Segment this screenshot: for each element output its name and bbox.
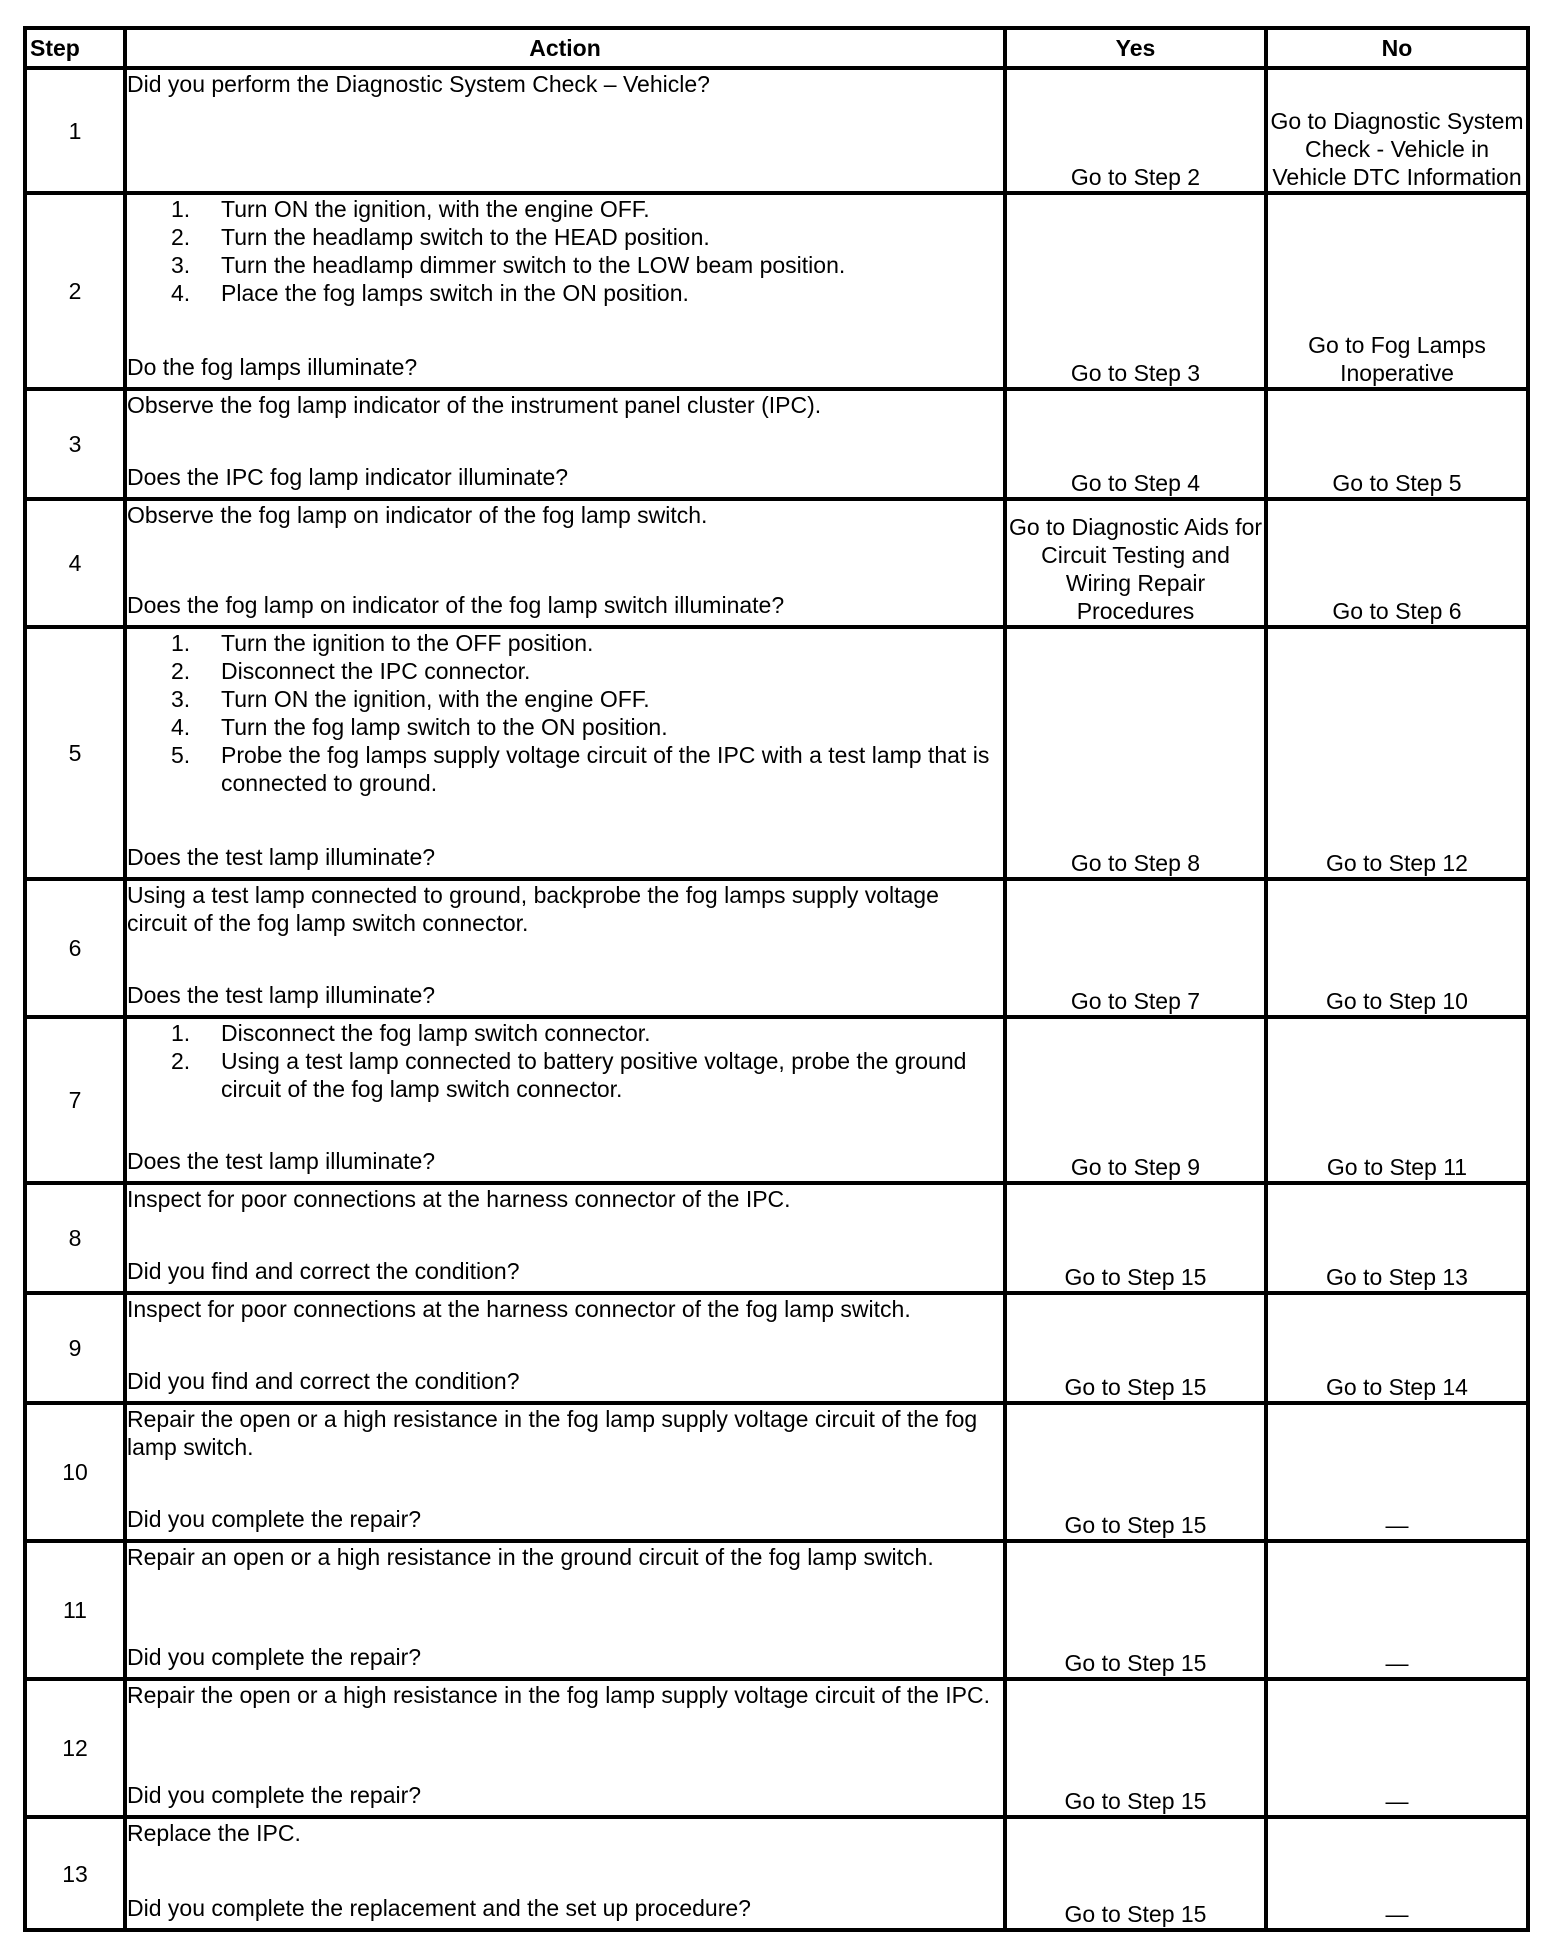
action-cell [125,1679,1005,1817]
no-result: Go to Step 13 [1266,1183,1528,1293]
action-text: Using a test lamp connected to ground, backprobe the fog lamps supply voltage circuit of the fog lamp switch connector. [127,882,939,936]
list-item [127,685,1003,713]
action-text: Inspect for poor connections at the harness connector of the fog lamp switch. [127,1296,911,1322]
list-item-text: Turn ON the ignition, with the engine OFF. [221,686,650,712]
action-cell [125,1403,1005,1541]
table-row [25,879,1528,1017]
list-item-number: 2. [171,658,191,684]
list-item-text: Place the fog lamps switch in the ON position. [221,280,689,306]
header-action: Action [125,28,1005,68]
yes-result: Go to Step 8 [1005,627,1266,879]
table-row [25,1679,1528,1817]
action-cell [125,193,1005,389]
action-steps-list [127,1019,1003,1103]
action-question: Did you complete the repair? [127,1644,422,1670]
action-cell [125,1817,1005,1930]
table-row [25,1183,1528,1293]
action-text: Observe the fog lamp on indicator of the fog lamp switch. [127,502,708,528]
no-result: — [1266,1817,1528,1930]
action-question: Does the test lamp illuminate? [127,844,436,870]
header-row [25,28,1528,68]
step-number: 5 [25,627,125,879]
action-question: Does the test lamp illuminate? [127,982,436,1008]
action-cell [125,1293,1005,1403]
list-item [127,251,1003,279]
no-result: — [1266,1541,1528,1679]
action-cell [125,1541,1005,1679]
list-item [127,223,1003,251]
header-yes: Yes [1005,28,1266,68]
no-result: Go to Step 11 [1266,1017,1528,1183]
action-steps-list [127,195,1003,307]
table-row [25,1293,1528,1403]
list-item-text: Turn the headlamp dimmer switch to the LOW beam position. [221,252,846,278]
list-item-number: 1. [171,1020,191,1046]
step-number: 2 [25,193,125,389]
list-item-number: 4. [171,280,191,306]
list-item [127,195,1003,223]
action-cell [125,499,1005,627]
header-no: No [1266,28,1528,68]
list-item-text: Turn the ignition to the OFF position. [221,630,594,656]
header-step: Step [25,28,125,68]
step-number: 13 [25,1817,125,1930]
table-row [25,627,1528,879]
action-text: Did you perform the Diagnostic System Check – Vehicle? [127,71,710,97]
action-question: Does the test lamp illuminate? [127,1148,436,1174]
yes-result: Go to Step 15 [1005,1293,1266,1403]
list-item [127,1047,1003,1103]
no-result: Go to Step 12 [1266,627,1528,879]
no-result: Go to Step 10 [1266,879,1528,1017]
yes-result: Go to Step 2 [1005,68,1266,193]
list-item-number: 1. [171,196,191,222]
action-cell [125,627,1005,879]
action-cell [125,389,1005,499]
action-text: Inspect for poor connections at the harness connector of the IPC. [127,1186,791,1212]
list-item [127,279,1003,307]
table-row [25,68,1528,193]
yes-result: Go to Step 3 [1005,193,1266,389]
table-row [25,499,1528,627]
step-number: 11 [25,1541,125,1679]
action-text: Observe the fog lamp indicator of the instrument panel cluster (IPC). [127,392,822,418]
list-item [127,741,1003,797]
yes-result: Go to Step 4 [1005,389,1266,499]
no-result: — [1266,1679,1528,1817]
no-result: Go to Step 14 [1266,1293,1528,1403]
step-number: 1 [25,68,125,193]
list-item [127,1019,1003,1047]
list-item-number: 1. [171,630,191,656]
action-question: Do the fog lamps illuminate? [127,354,418,380]
action-text: Repair the open or a high resistance in the fog lamp supply voltage circuit of the IPC. [127,1682,990,1708]
list-item-number: 3. [171,252,191,278]
action-question: Did you find and correct the condition? [127,1258,520,1284]
action-text: Repair the open or a high resistance in the fog lamp supply voltage circuit of the fog lamp switch. [127,1406,978,1460]
list-item-number: 2. [171,1048,191,1074]
no-result: Go to Step 5 [1266,389,1528,499]
list-item-text: Disconnect the fog lamp switch connector. [221,1020,651,1046]
no-result: Go to Fog Lamps Inoperative [1266,193,1528,389]
table-row [25,1017,1528,1183]
list-item [127,657,1003,685]
action-cell [125,68,1005,193]
no-result: Go to Step 6 [1266,499,1528,627]
action-text: Replace the IPC. [127,1820,301,1846]
action-question: Does the IPC fog lamp indicator illuminate? [127,464,569,490]
step-number: 3 [25,389,125,499]
action-question: Did you complete the replacement and the set up procedure? [127,1895,751,1921]
table-row [25,1541,1528,1679]
list-item [127,713,1003,741]
step-number: 6 [25,879,125,1017]
table-row [25,389,1528,499]
table-row [25,1403,1528,1541]
list-item-number: 4. [171,714,191,740]
list-item [127,629,1003,657]
action-cell [125,879,1005,1017]
list-item-text: Turn ON the ignition, with the engine OFF. [221,196,650,222]
yes-result: Go to Step 15 [1005,1183,1266,1293]
step-number: 8 [25,1183,125,1293]
step-number: 9 [25,1293,125,1403]
table-row [25,1817,1528,1930]
step-number: 4 [25,499,125,627]
step-number: 7 [25,1017,125,1183]
yes-result: Go to Step 9 [1005,1017,1266,1183]
yes-result: Go to Diagnostic Aids for Circuit Testing and Wiring Repair Procedures [1005,499,1266,627]
action-question: Did you find and correct the condition? [127,1368,520,1394]
step-number: 10 [25,1403,125,1541]
action-question: Did you complete the repair? [127,1506,422,1532]
list-item-text: Disconnect the IPC connector. [221,658,531,684]
list-item-text: Using a test lamp connected to battery positive voltage, probe the ground circuit of the fog lamp switch connector. [221,1048,967,1102]
action-text: Repair an open or a high resistance in the ground circuit of the fog lamp switch. [127,1544,934,1570]
yes-result: Go to Step 15 [1005,1403,1266,1541]
action-steps-list [127,629,1003,797]
list-item-number: 3. [171,686,191,712]
action-question: Does the fog lamp on indicator of the fog lamp switch illuminate? [127,592,785,618]
list-item-number: 2. [171,224,191,250]
yes-result: Go to Step 15 [1005,1679,1266,1817]
list-item-text: Turn the headlamp switch to the HEAD position. [221,224,710,250]
step-number: 12 [25,1679,125,1817]
list-item-number: 5. [171,742,191,768]
action-cell [125,1017,1005,1183]
list-item-text: Probe the fog lamps supply voltage circuit of the IPC with a test lamp that is connected to ground. [221,742,990,796]
diagnostic-table [23,26,1530,1932]
list-item-text: Turn the fog lamp switch to the ON position. [221,714,668,740]
action-question: Did you complete the repair? [127,1782,422,1808]
no-result: Go to Diagnostic System Check - Vehicle in Vehicle DTC Information [1266,68,1528,193]
yes-result: Go to Step 15 [1005,1817,1266,1930]
action-cell [125,1183,1005,1293]
yes-result: Go to Step 15 [1005,1541,1266,1679]
no-result: — [1266,1403,1528,1541]
yes-result: Go to Step 7 [1005,879,1266,1017]
table-row [25,193,1528,389]
